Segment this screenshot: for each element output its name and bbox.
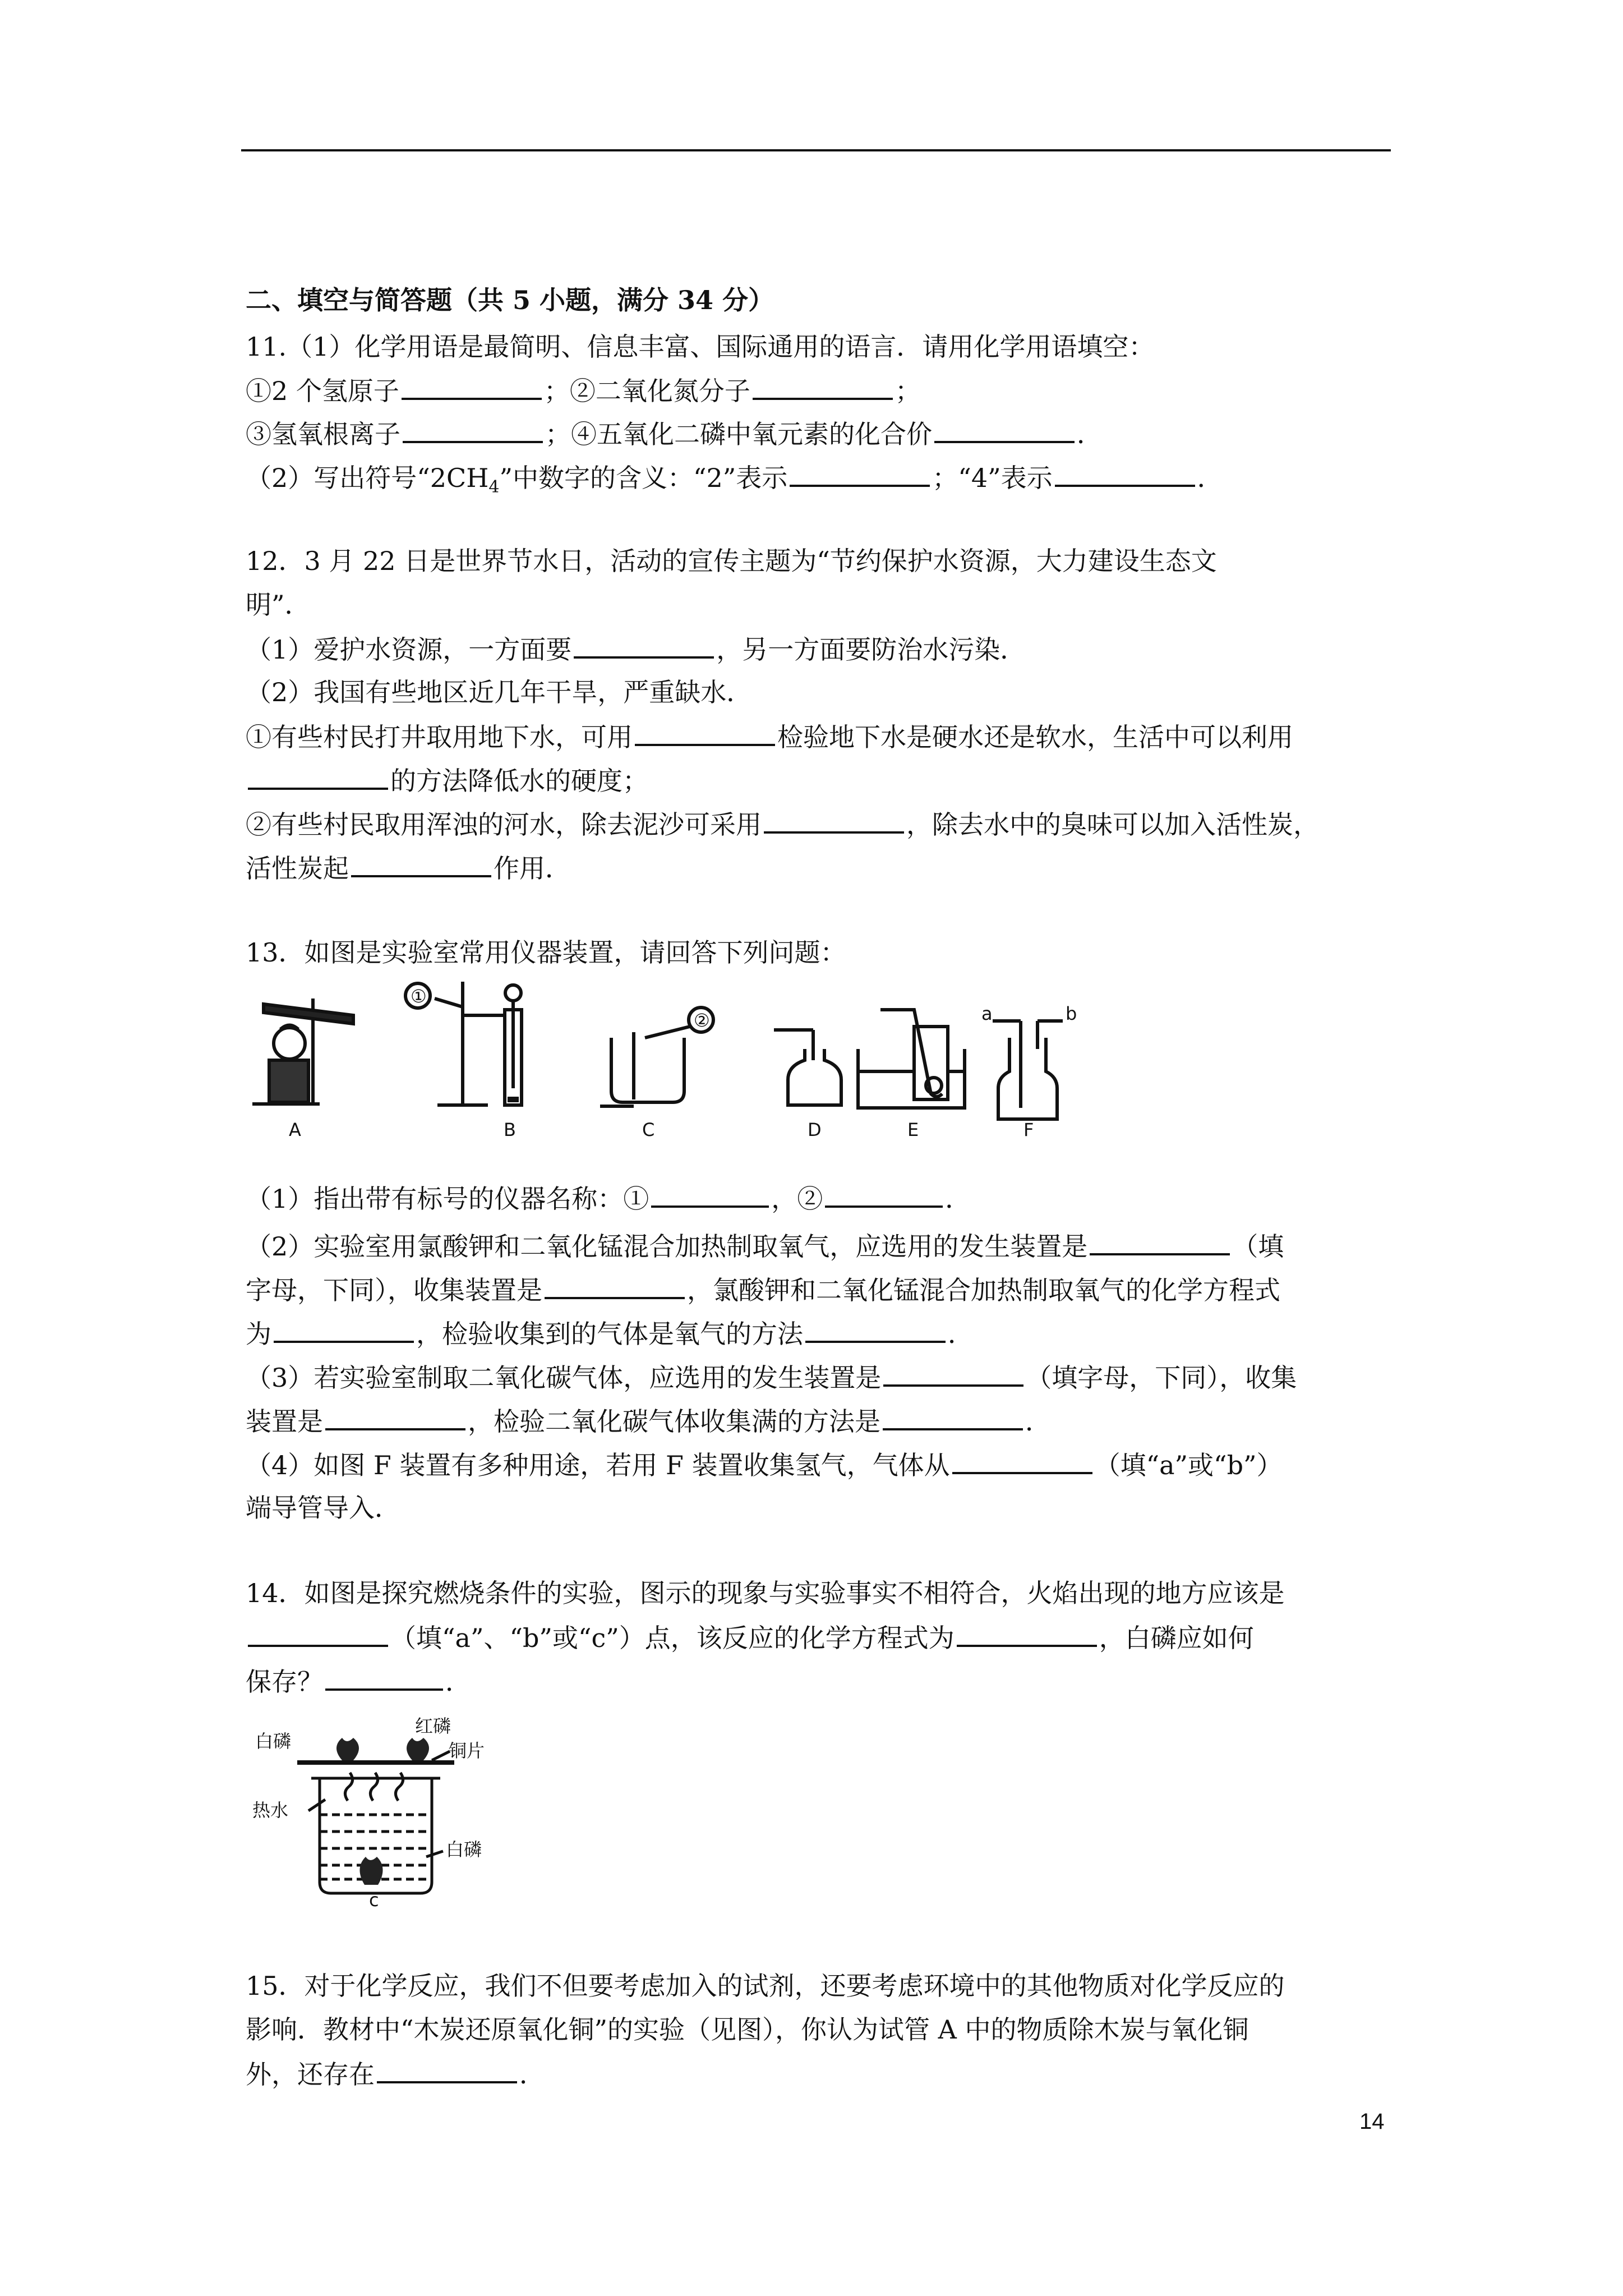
- apparatus-d: [774, 1030, 841, 1105]
- q13-text: （4）如图 F 装置有多种用途，若用 F 装置收集氢气，气体从: [246, 1450, 950, 1480]
- q11-text: ；④五氧化二磷中氧元素的化合价: [545, 419, 932, 449]
- q13-line3: [246, 1228, 1284, 1262]
- q12-text: 作用．: [494, 853, 571, 884]
- q13-line9: 端导管导入．: [246, 1493, 400, 1523]
- q13-line6: [246, 1360, 1297, 1393]
- label-hot-water: 热水: [252, 1800, 289, 1821]
- q13-text: 为: [246, 1319, 271, 1349]
- q12-line1: 12．3 月 22 日是世界节水日，活动的宣传主题为“节约保护水资源，大力建设生态文: [246, 546, 1217, 576]
- q14-line3: [246, 1664, 471, 1697]
- q12-line4: （2）我国有些地区近几年干旱，严重缺水．: [246, 677, 753, 707]
- q13-text: （3）若实验室制取二氧化碳气体，应选用的发生装置是: [246, 1363, 882, 1393]
- q15-text: 外，还存在: [246, 2059, 375, 2090]
- answer-blank[interactable]: [1090, 1228, 1230, 1255]
- answer-blank[interactable]: [402, 373, 542, 400]
- answer-blank[interactable]: [790, 460, 930, 487]
- q14-line1: 14．如图是探究燃烧条件的实验，图示的现象与实验事实不相符合，火焰出现的地方应该是: [246, 1578, 1285, 1608]
- q15-line3: [246, 2056, 545, 2090]
- label-copper-sheet: 铜片: [449, 1740, 485, 1761]
- answer-blank[interactable]: [403, 416, 543, 443]
- figure-label-a: A: [289, 1119, 301, 1139]
- q11-text: ．: [1197, 463, 1223, 493]
- figure-label-e: E: [907, 1119, 919, 1139]
- answer-blank[interactable]: [574, 632, 714, 659]
- answer-blank[interactable]: [545, 1272, 685, 1299]
- q11-subscript: 4: [488, 477, 500, 498]
- q12-line8: [246, 850, 571, 884]
- q13-text: ，②: [771, 1184, 823, 1214]
- answer-blank[interactable]: [952, 1447, 1092, 1474]
- q12-line7: [246, 807, 1319, 840]
- q12-text: ②有些村民取用浑浊的河水，除去泥沙可采用: [246, 809, 762, 840]
- apparatus-a: [252, 999, 353, 1104]
- q12-line3: [246, 632, 1026, 665]
- q13-text: （1）指出带有标号的仪器名称：①: [246, 1184, 649, 1214]
- answer-blank[interactable]: [753, 373, 893, 400]
- answer-blank[interactable]: [248, 763, 388, 790]
- q13-text: ．: [948, 1319, 974, 1349]
- answer-blank[interactable]: [635, 719, 775, 746]
- q12-line5: [246, 719, 1293, 753]
- lab-apparatus-figure: [241, 976, 1195, 1139]
- q13-text: ，检验二氧化碳气体收集满的方法是: [468, 1406, 880, 1437]
- q11-text: ①2 个氢原子: [246, 376, 399, 406]
- q13-text: 装置是: [246, 1406, 323, 1437]
- answer-blank[interactable]: [825, 1181, 943, 1208]
- answer-blank[interactable]: [651, 1181, 769, 1208]
- q13-text: （填: [1232, 1231, 1284, 1262]
- answer-blank[interactable]: [248, 1620, 388, 1647]
- q15-line2: 影响．教材中“木炭还原氧化铜”的实验（见图），你认为试管 A 中的物质除木炭与氧化铜: [246, 2014, 1249, 2045]
- q12-text: （1）爱护水资源，一方面要: [246, 634, 572, 665]
- section-title: 二、填空与简答题（共 5 小题，满分 34 分）: [246, 285, 774, 315]
- q13-text: 字母，下同），收集装置是: [246, 1275, 542, 1305]
- figure-port-b: b: [1066, 1003, 1077, 1024]
- page-number: 14: [1359, 2109, 1385, 2134]
- figure-port-a: a: [981, 1003, 993, 1024]
- q13-text: （填字母，下同），收集: [1026, 1363, 1297, 1393]
- q13-text: ．: [945, 1184, 971, 1214]
- answer-blank[interactable]: [325, 1404, 465, 1430]
- q13-text: （填“a”或“b”）: [1094, 1450, 1283, 1480]
- answer-blank[interactable]: [274, 1316, 414, 1343]
- q13-line7: [246, 1404, 1051, 1437]
- q12-text: ，除去水中的臭味可以加入活性炭，: [906, 809, 1319, 840]
- header-rule: [241, 149, 1391, 151]
- q13-line2: [246, 1181, 971, 1214]
- q11-text: （2）写出符号“2CH: [246, 463, 489, 493]
- answer-blank[interactable]: [957, 1620, 1097, 1647]
- answer-blank[interactable]: [883, 1404, 1023, 1430]
- q14-text: （填“a”、“b”或“c”）点，该反应的化学方程式为: [390, 1623, 955, 1653]
- q11-text: ；: [895, 376, 921, 406]
- q14-line2: [246, 1620, 1254, 1654]
- q13-text: ，检验收集到的气体是氧气的方法: [416, 1319, 803, 1349]
- q12-text: 的方法降低水的硬度；: [390, 766, 648, 796]
- apparatus-e: [858, 1010, 965, 1108]
- q13-line5: [246, 1316, 974, 1350]
- answer-blank[interactable]: [1055, 460, 1195, 487]
- q15-line1: 15．对于化学反应，我们不但要考虑加入的试剂，还要考虑环境中的其他物质对化学反应的: [246, 1971, 1285, 2001]
- answer-blank[interactable]: [883, 1360, 1023, 1387]
- label-point-c: c: [369, 1889, 379, 1907]
- q13-text: ，氯酸钾和二氧化锰混合加热制取氧气的化学方程式: [687, 1275, 1280, 1305]
- q12-line6: [246, 763, 648, 797]
- q13-line4: [246, 1272, 1280, 1306]
- q14-text: ，白磷应如何: [1099, 1623, 1254, 1653]
- answer-blank[interactable]: [351, 850, 491, 877]
- figure-label-d: D: [808, 1119, 822, 1139]
- answer-blank[interactable]: [805, 1316, 946, 1343]
- q14-text: ．: [445, 1667, 471, 1697]
- q15-text: ．: [519, 2059, 545, 2090]
- q13-text: ．: [1025, 1406, 1051, 1437]
- q11-text: ③氢氧根离子: [246, 419, 400, 449]
- q11-text: ”中数字的含义：“2”表示: [499, 463, 788, 493]
- q12-text: 活性炭起: [246, 853, 349, 884]
- q11-text: ；“4”表示: [932, 463, 1053, 493]
- figure-mark-1: ①: [411, 986, 427, 1007]
- q11-line2: [246, 373, 921, 407]
- q12-text: 检验地下水是硬水还是软水，生活中可以利用: [777, 722, 1293, 752]
- figure-label-f: F: [1023, 1119, 1034, 1139]
- answer-blank[interactable]: [325, 1664, 443, 1691]
- q13-line8: [246, 1447, 1283, 1481]
- q14-text: 保存？: [246, 1667, 323, 1697]
- answer-blank[interactable]: [377, 2056, 517, 2083]
- answer-blank[interactable]: [764, 807, 904, 834]
- combustion-experiment-figure: [247, 1717, 583, 1907]
- figure-label-b: B: [504, 1119, 516, 1139]
- apparatus-f: [993, 1021, 1063, 1119]
- q12-text: ，另一方面要防治水污染．: [716, 634, 1026, 665]
- figure-mark-2: ②: [694, 1010, 710, 1031]
- label-white-phosphorus-bottom: 白磷: [446, 1839, 482, 1860]
- q11-line1: 11.（1）化学用语是最简明、信息丰富、国际通用的语言．请用化学用语填空：: [246, 332, 1155, 362]
- answer-blank[interactable]: [934, 416, 1075, 443]
- q11-text: ；②二氧化氮分子: [543, 376, 750, 406]
- q13-text: （2）实验室用氯酸钾和二氧化锰混合加热制取氧气，应选用的发生装置是: [246, 1231, 1088, 1262]
- q11-text: ．: [1077, 419, 1103, 449]
- figure-label-c: C: [642, 1119, 655, 1139]
- label-red-phosphorus: 红磷: [415, 1717, 451, 1737]
- q12-text: ①有些村民打井取用地下水，可用: [246, 722, 633, 752]
- q12-line2: 明”．: [246, 590, 311, 620]
- q11-line3: [246, 416, 1103, 450]
- label-white-phosphorus-top: 白磷: [255, 1731, 292, 1752]
- q13-line1: 13．如图是实验室常用仪器装置，请回答下列问题：: [246, 937, 846, 968]
- q11-line4: [246, 460, 1223, 498]
